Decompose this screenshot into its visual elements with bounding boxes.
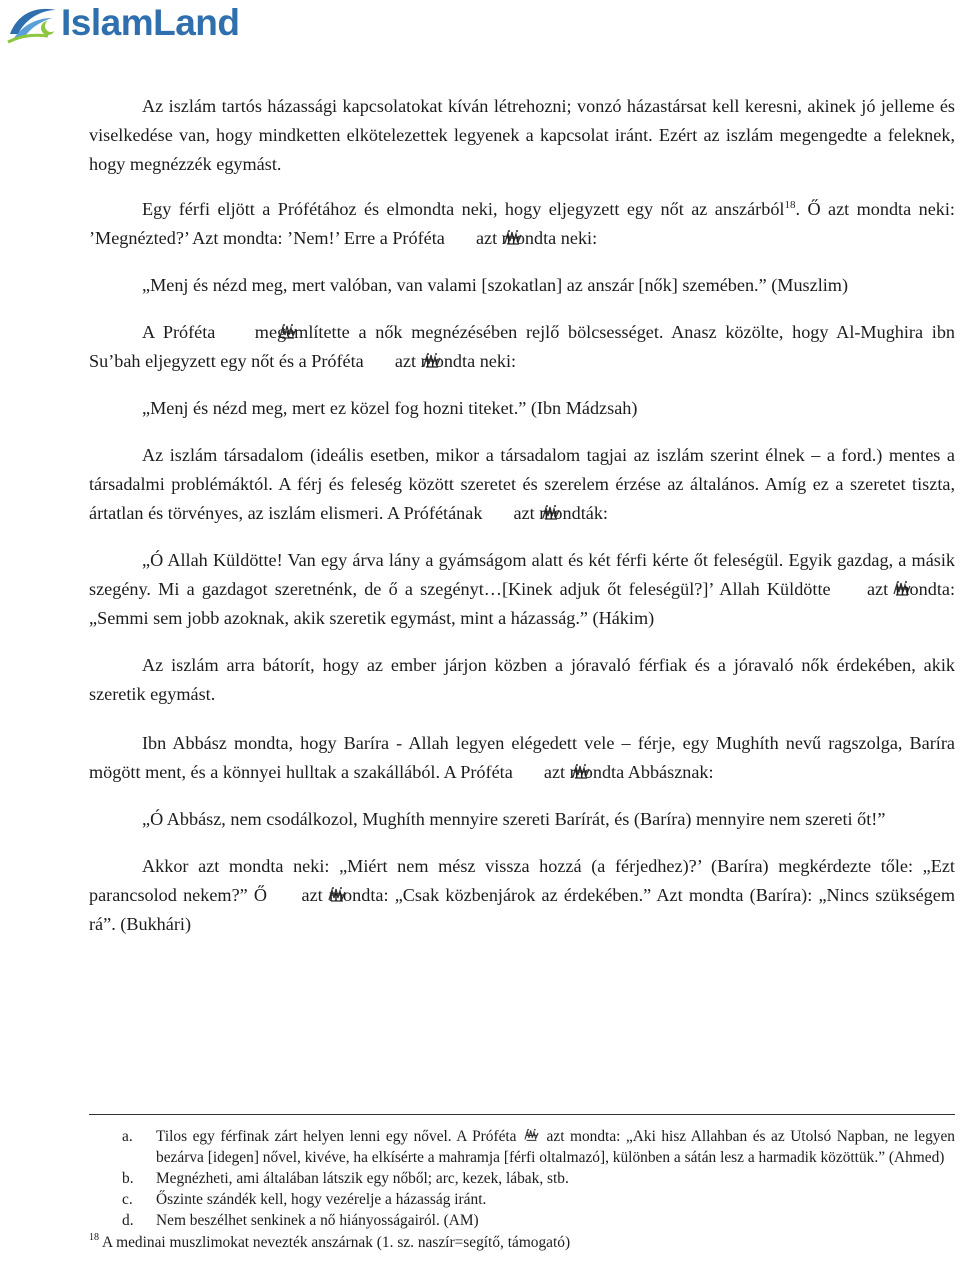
text-span: „Ó Allah Küldötte! Van egy árva lány a gyámságom alatt és két férfi kérte őt feleségül. Egyik gazdag, a másik szegény. Mi a gazdagot szeretnénk, de ő a szegényt…[Kinek adjuk őt feleségül?]’ Allah Küldötte xyxy=(89,550,955,599)
text-span: A Próféta xyxy=(142,322,216,342)
salawat-calligraphy-icon xyxy=(225,320,245,337)
paragraph xyxy=(89,318,955,376)
text-span: Ibn Abbász mondta, hogy Baríra - Allah legyen elégedett vele – férje, egy Mughíth nevű ragszolga, Baríra mögött ment, és a könnyei hulltak a szakállából. A Próféta xyxy=(89,733,955,782)
text-span: Az iszlám társadalom (ideális esetben, mikor a társadalom tagjai az iszlám szerint élnek – a ford.) mentes a társadalmi problémáktól. A férj és feleség között szeretet és szerelem érzése az általános. Amíg ez a szeretet tiszta, ártatlan és törvényes, az iszlám elismeri. A Prófétának xyxy=(89,445,955,523)
footnote-divider xyxy=(89,1114,955,1115)
paragraph: Az iszlám arra bátorít, hogy az ember járjon közben a jóravaló férfiak és a jóravaló nők érdekében, akik szeretik egymást. xyxy=(89,655,955,704)
islamland-logo[interactable] xyxy=(4,0,244,46)
quote-paragraph xyxy=(89,546,955,633)
text-span: azt mondta neki: xyxy=(394,351,517,371)
footnote-18 xyxy=(89,1232,955,1253)
text-span: Egy férfi eljött a Prófétához és elmondta neki, hogy eljegyzett egy nőt az anszárból xyxy=(142,199,785,219)
salawat-calligraphy-icon xyxy=(450,226,470,243)
text-span: azt mondta neki: xyxy=(475,228,598,248)
text-span: megemlítette a nők megnézésében rejlő bölcsességet. Anasz közölte, hogy Al-Mughira ibn Su’bah eljegyzett egy nőt és a Próféta xyxy=(89,322,956,371)
footnote-letter: d. xyxy=(122,1212,134,1229)
text-span: Nem beszélhet senkinek a nő hiányosságairól. (AM) xyxy=(156,1212,479,1229)
document-body xyxy=(89,92,955,939)
footnote-item xyxy=(89,1126,955,1168)
salawat-calligraphy-icon xyxy=(369,349,389,366)
footnote-letter: c. xyxy=(122,1191,133,1208)
text-span: . Ő azt mondta neki: ’Megnézted?’ Azt mondta: ’Nem!’ Erre a Próféta xyxy=(89,199,955,248)
footnote-item xyxy=(89,1168,955,1189)
salawat-calligraphy-icon xyxy=(518,760,538,777)
text-span: azt mondta: „Aki hisz Allahban és az Utolsó Napban, ne legyen bezárva [idegen] nővel, kivéve, ha elkísérte a mahramja [férfi oltalmazó], különben a sátán lesz a harmadik közöttük.” (Ahmed) xyxy=(156,1128,955,1166)
footnote-ref[interactable]: 18 xyxy=(784,199,796,211)
text-span: azt mondták: xyxy=(513,503,608,523)
footnote-item xyxy=(89,1210,955,1231)
text-span: Őszinte szándék kell, hogy vezérelje a házasság iránt. xyxy=(156,1191,487,1208)
footnote-item xyxy=(89,1189,955,1210)
footnote-number: 18 xyxy=(89,1232,99,1243)
footnote-letter: a. xyxy=(122,1128,133,1145)
quote-paragraph: „Menj és nézd meg, mert ez közel fog hozni titeket.” (Ibn Mádzsah) xyxy=(142,398,638,418)
salawat-calligraphy-icon xyxy=(488,501,508,518)
footnotes xyxy=(89,1126,955,1253)
paragraph xyxy=(89,441,955,528)
text-span: azt mondta: „Semmi sem jobb azoknak, akik szeretik egymást, mint a házasság.” (Hákim) xyxy=(89,579,955,628)
paragraph: Az iszlám tartós házassági kapcsolatokat kíván létrehozni; vonzó házastársat kell keresni, akinek jó jelleme és viselkedése van, hogy mindketten elkötelezettek legyenek a kapcsolat iránt. Ezért az iszlám megengedte a feleknek, hogy megnézzék egymást. xyxy=(89,96,955,174)
text-span: azt mondta Abbásznak: xyxy=(543,762,714,782)
paragraph xyxy=(89,729,955,787)
quote-paragraph: „Menj és nézd meg, mert valóban, van valami [szokatlan] az anszár [nők] szemében.” (Muszlim) xyxy=(142,275,848,295)
paragraph xyxy=(89,195,955,253)
text-span: azt mondta: „Csak közbenjárok az érdekében.” Azt mondta (Baríra): „Nincs szükségem rá”. (Bukhári) xyxy=(89,885,955,934)
footnote-letter: b. xyxy=(122,1170,134,1187)
salawat-calligraphy-icon xyxy=(839,577,859,594)
salawat-calligraphy-icon xyxy=(274,883,294,900)
salawat-calligraphy-icon xyxy=(523,1127,540,1141)
text-span: Tilos egy férfinak zárt helyen lenni egy nővel. A Próféta xyxy=(156,1128,517,1145)
text-span: A medinai muszlimokat nevezték anszárnak (1. sz. naszír=segítő, támogató) xyxy=(102,1234,571,1251)
paragraph xyxy=(89,852,955,939)
crescent-swoosh-icon xyxy=(4,4,62,44)
text-span: Akkor azt mondta neki: „Miért nem mész vissza hozzá (a férjedhez)?’ (Baríra) megkérdezte tőle: „Ezt parancsolod nekem?” Ő xyxy=(89,856,955,905)
brand-name: IslamLand xyxy=(61,2,240,43)
text-span: Megnézheti, ami általában látszik egy nőből; arc, kezek, lábak, stb. xyxy=(156,1170,569,1187)
quote-paragraph: „Ó Abbász, nem csodálkozol, Mughíth mennyire szereti Barírát, és (Baríra) mennyire nem szereti őt!” xyxy=(142,809,886,829)
